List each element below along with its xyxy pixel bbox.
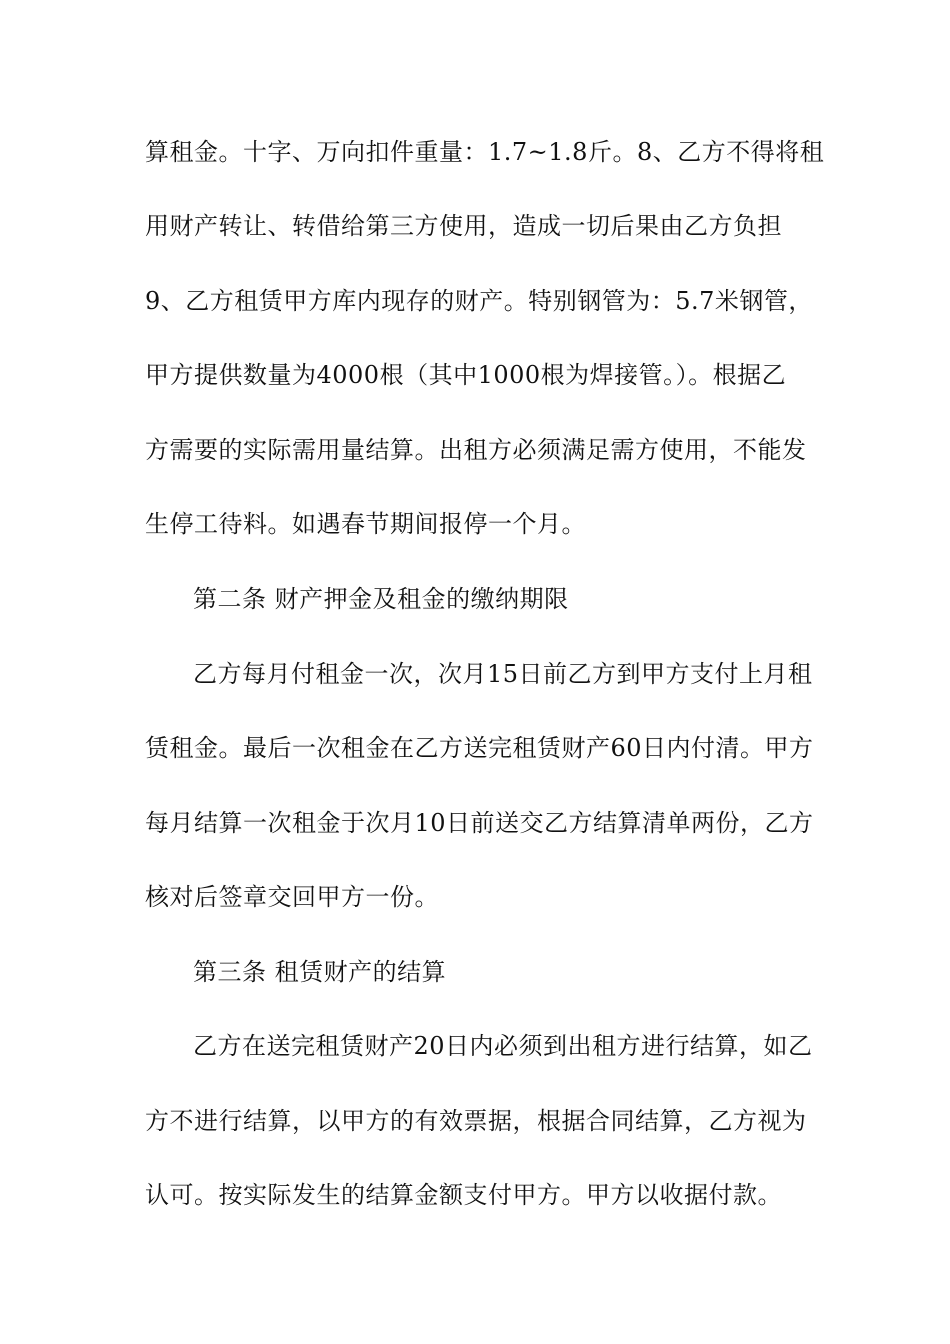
text-line-5: 方需要的实际需用量结算。出租方必须满足需方使用，不能发	[145, 436, 807, 464]
text-line-2: 用财产转让、转借给第三方使用，造成一切后果由乙方负担	[145, 212, 782, 240]
text-line-14: 方不进行结算，以甲方的有效票据，根据合同结算，乙方视为	[145, 1107, 807, 1135]
text-line-15: 认可。按实际发生的结算金额支付甲方。甲方以收据付款。	[145, 1181, 782, 1209]
section-heading-article-3: 第三条 租赁财产的结算	[193, 958, 447, 986]
text-line-11: 核对后签章交回甲方一份。	[145, 883, 439, 911]
text-line-6: 生停工待料。如遇春节期间报停一个月。	[145, 510, 586, 538]
text-line-3: 9、乙方租赁甲方库内现存的财产。特别钢管为：5.7米钢管，	[145, 287, 813, 315]
text-line-10: 每月结算一次租金于次月10日前送交乙方结算清单两份，乙方	[145, 809, 814, 837]
text-line-1: 算租金。十字、万向扣件重量：1.7~1.8斤。8、乙方不得将租	[145, 138, 825, 166]
text-line-4: 甲方提供数量为4000根（其中1000根为焊接管。）。根据乙	[145, 361, 787, 389]
text-line-8: 乙方每月付租金一次，次月15日前乙方到甲方支付上月租	[193, 660, 813, 688]
text-line-9: 赁租金。最后一次租金在乙方送完租赁财产60日内付清。甲方	[145, 734, 814, 762]
text-line-13: 乙方在送完租赁财产20日内必须到出租方进行结算，如乙	[193, 1032, 813, 1060]
section-heading-article-2: 第二条 财产押金及租金的缴纳期限	[193, 585, 569, 613]
